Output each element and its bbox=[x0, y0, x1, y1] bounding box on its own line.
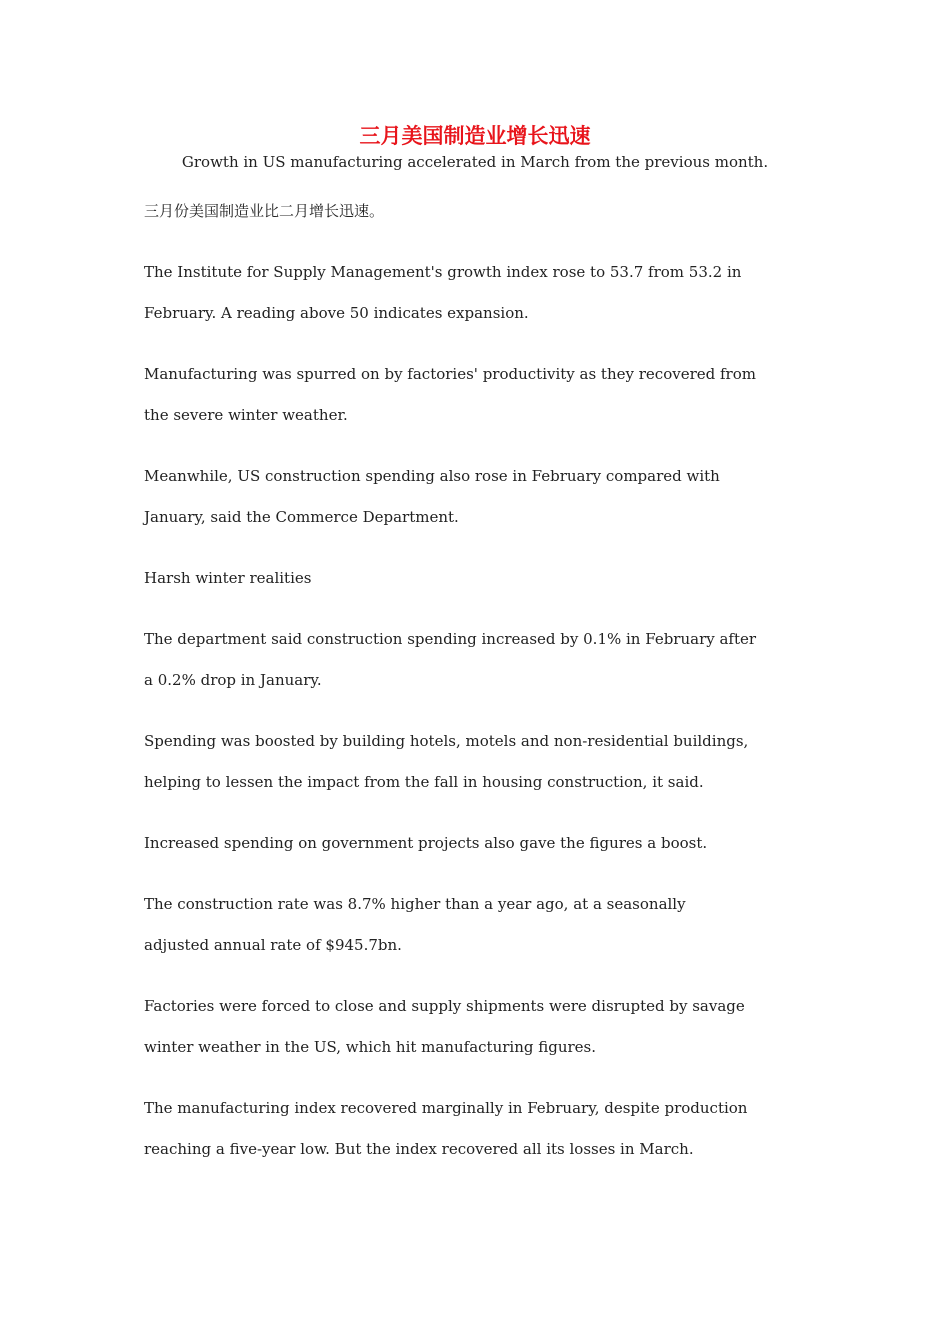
paragraph-9 bbox=[144, 986, 814, 1068]
paragraph-line: January, said the Commerce Department. bbox=[144, 508, 459, 526]
section-heading bbox=[144, 558, 814, 599]
paragraph-line: helping to lessen the impact from the fall in housing construction, it said. bbox=[144, 773, 704, 791]
paragraph-7 bbox=[144, 823, 814, 864]
paragraph-5 bbox=[144, 619, 814, 701]
paragraph-line: The construction rate was 8.7% higher than a year ago, at a seasonally bbox=[144, 895, 686, 913]
paragraph-line: a 0.2% drop in January. bbox=[144, 671, 322, 689]
paragraph-3 bbox=[144, 456, 814, 538]
paragraph-line: Meanwhile, US construction spending also rose in February compared with bbox=[144, 467, 720, 485]
paragraph-1 bbox=[144, 252, 814, 334]
subtitle: Growth in US manufacturing accelerated in March from the previous month. bbox=[181, 153, 769, 171]
paragraph-line: The manufacturing index recovered marginally in February, despite production bbox=[144, 1099, 748, 1117]
paragraph-line: Harsh winter realities bbox=[144, 569, 312, 587]
paragraph-line: the severe winter weather. bbox=[144, 406, 348, 424]
chinese-summary bbox=[144, 191, 814, 232]
paragraph-line: 三月份美国制造业比二月增长迅速。 bbox=[144, 202, 385, 220]
paragraph-line: February. A reading above 50 indicates expansion. bbox=[144, 304, 529, 322]
paragraph-line: winter weather in the US, which hit manufacturing figures. bbox=[144, 1038, 597, 1056]
page-title: 三月美国制造业增长迅速 bbox=[359, 124, 591, 148]
paragraph-8 bbox=[144, 884, 814, 966]
paragraph-line: reaching a five-year low. But the index recovered all its losses in March. bbox=[144, 1140, 694, 1158]
paragraph-6 bbox=[144, 721, 814, 803]
paragraph-2 bbox=[144, 354, 814, 436]
paragraph-line: Increased spending on government projects also gave the figures a boost. bbox=[144, 834, 708, 852]
paragraph-10 bbox=[144, 1088, 814, 1170]
paragraph-line: Spending was boosted by building hotels, motels and non-residential buildings, bbox=[144, 732, 749, 750]
paragraph-line: The department said construction spending increased by 0.1% in February after bbox=[144, 630, 757, 648]
paragraph-line: Manufacturing was spurred on by factories' productivity as they recovered from bbox=[144, 365, 756, 383]
paragraph-line: The Institute for Supply Management's growth index rose to 53.7 from 53.2 in bbox=[144, 263, 742, 281]
paragraph-line: Factories were forced to close and supply shipments were disrupted by savage bbox=[144, 997, 745, 1015]
paragraph-line: adjusted annual rate of $945.7bn. bbox=[144, 936, 402, 954]
